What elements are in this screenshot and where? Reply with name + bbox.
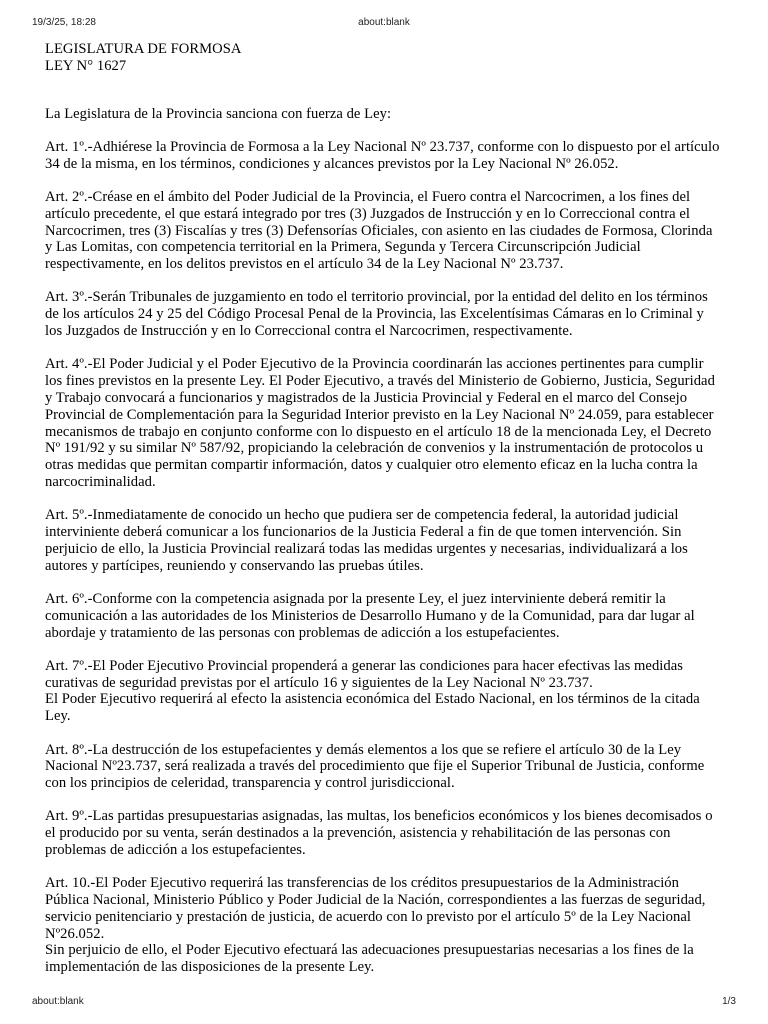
articles-list	[45, 139, 721, 976]
article-5-paragraph: Art. 5º.-Inmediatamente de conocido un hecho que pudiera ser de competencia federal, la autoridad judicial interviniente deberá comunicar a los funcionarios de la Justicia Federal a fin de que tomen intervención. Sin perjuicio de ello, la Justicia Provincial realizará todas las medidas urgentes y necesarias, individualizará a los autores y partícipes, reuniendo y conservando las pruebas útiles.	[45, 507, 688, 574]
article-8-paragraph: Art. 8º.-La destrucción de los estupefacientes y demás elementos a los que se refiere el artículo 30 de la Ley Nacional Nº23.737, será realizada a través del procedimiento que fije el Superior Tribunal de Justicia, conforme con los principios de celeridad, transparencia y control jurisdiccional.	[45, 741, 705, 792]
article-9-paragraph: Art. 9º.-Las partidas presupuestarias asignadas, las multas, los beneficios económicos y los bienes decomisados o el producido por su venta, serán destinados a la prevención, asistencia y rehabilitación de las personas con problemas de adicción a los estupefacientes.	[45, 808, 713, 858]
document-heading-legislature: LEGISLATURA DE FORMOSA	[45, 41, 242, 57]
article-10-paragraph: Sin perjuicio de ello, el Poder Ejecutivo efectuará las adecuaciones presupuestarias necesarias a los fines de la implementación de las disposiciones de la presente Ley.	[45, 942, 694, 976]
document-intro: La Legislatura de la Provincia sanciona con fuerza de Ley:	[45, 105, 392, 122]
article-2	[45, 189, 721, 273]
print-footer-url: about:blank	[32, 996, 84, 1007]
article-3-paragraph: Art. 3º.-Serán Tribunales de juzgamiento en todo el territorio provincial, por la entidad del delito en los términos de los artículos 24 y 25 del Código Procesal Penal de la Provincia, las Excelentísimas Cámaras en lo Criminal y los Juzgados de Instrucción y en lo Correccional contra el Narcocrimen, respectivamente.	[45, 289, 708, 340]
article-3	[45, 289, 721, 339]
article-6	[45, 591, 721, 641]
article-7	[45, 658, 721, 725]
print-page-title: about:blank	[358, 17, 410, 28]
article-1-paragraph: Art. 1º.-Adhiérese la Provincia de Formosa a la Ley Nacional Nº 23.737, conforme con lo dispuesto por el artículo 34 de la misma, en los términos, condiciones y alcances previstos por la Ley Nacional Nº 26.052.	[45, 138, 720, 172]
print-header	[32, 17, 736, 31]
article-8	[45, 742, 721, 792]
article-1	[45, 139, 721, 173]
print-page-number: 1/3	[722, 996, 736, 1007]
document-heading-law-number: LEY N° 1627	[45, 57, 127, 74]
article-10	[45, 875, 721, 976]
article-7-paragraph: El Poder Ejecutivo requerirá al efecto la asistencia económica del Estado Nacional, en los términos de la citada Ley.	[45, 691, 700, 725]
print-datetime: 19/3/25, 18:28	[32, 17, 96, 28]
article-10-paragraph: Art. 10.-El Poder Ejecutivo requerirá las transferencias de los créditos presupuestarios de la Administración Pública Nacional, Ministerio Público y Poder Judicial de la Nación, correspondientes a las fuerzas de seguridad, servicio penitenciario y prestación de justicia, de acuerdo con lo previsto por el artículo 5º de la Ley Nacional Nº26.052.	[45, 875, 706, 942]
document-body	[45, 41, 721, 976]
article-7-paragraph: Art. 7º.-El Poder Ejecutivo Provincial propenderá a generar las condiciones para hacer efectivas las medidas curativas de seguridad previstas por el artículo 16 y siguientes de la Ley Nacional Nº 23.737.	[45, 657, 684, 691]
article-4-paragraph: Art. 4º.-El Poder Judicial y el Poder Ejecutivo de la Provincia coordinarán las acciones pertinentes para cumplir los fines previstos en la presente Ley. El Poder Ejecutivo, a través del Ministerio de Gobierno, Justicia, Seguridad y Trabajo convocará a funcionarios y magistrados de la Justicia Provincial y Federal en el marco del Consejo Provincial de Complementación para la Seguridad Interior previsto en la Ley Nacional Nº 24.059, para establecer mecanismos de trabajo en conjunto conforme con lo dispuesto en el artículo 18 de la mencionada Ley, el Decreto Nº 191/92 y su similar Nº 587/92, propiciando la celebración de convenios y la instrumentación de protocolos u otras medidas que permitan compartir información, datos y cualquier otro elemento eficaz en la lucha contra la narcocriminalidad.	[45, 356, 715, 490]
article-4	[45, 356, 721, 490]
article-6-paragraph: Art. 6º.-Conforme con la competencia asignada por la presente Ley, el juez interviniente deberá remitir la comunicación a las autoridades de los Ministerios de Desarrollo Humano y de la Comunidad, para dar lugar al abordaje y tratamiento de las personas con problemas de adicción a los estupefacientes.	[45, 590, 695, 641]
print-footer	[32, 996, 736, 1010]
article-9	[45, 808, 721, 858]
article-5	[45, 507, 721, 574]
article-2-paragraph: Art. 2º.-Créase en el ámbito del Poder Judicial de la Provincia, el Fuero contra el Narcocrimen, a los fines del artículo precedente, el que estará integrado por tres (3) Juzgados de Instrucción y en lo Correccional contra el Narcocrimen, tres (3) Fiscalías y tres (3) Defensorías Oficiales, con asiento en las ciudades de Formosa, Clorinda y Las Lomitas, con competencia territorial en la Primera, Segunda y Tercera Circunscripción Judicial respectivamente, en los delitos previstos en el artículo 34 de la Ley Nacional Nº 23.737.	[45, 188, 713, 273]
